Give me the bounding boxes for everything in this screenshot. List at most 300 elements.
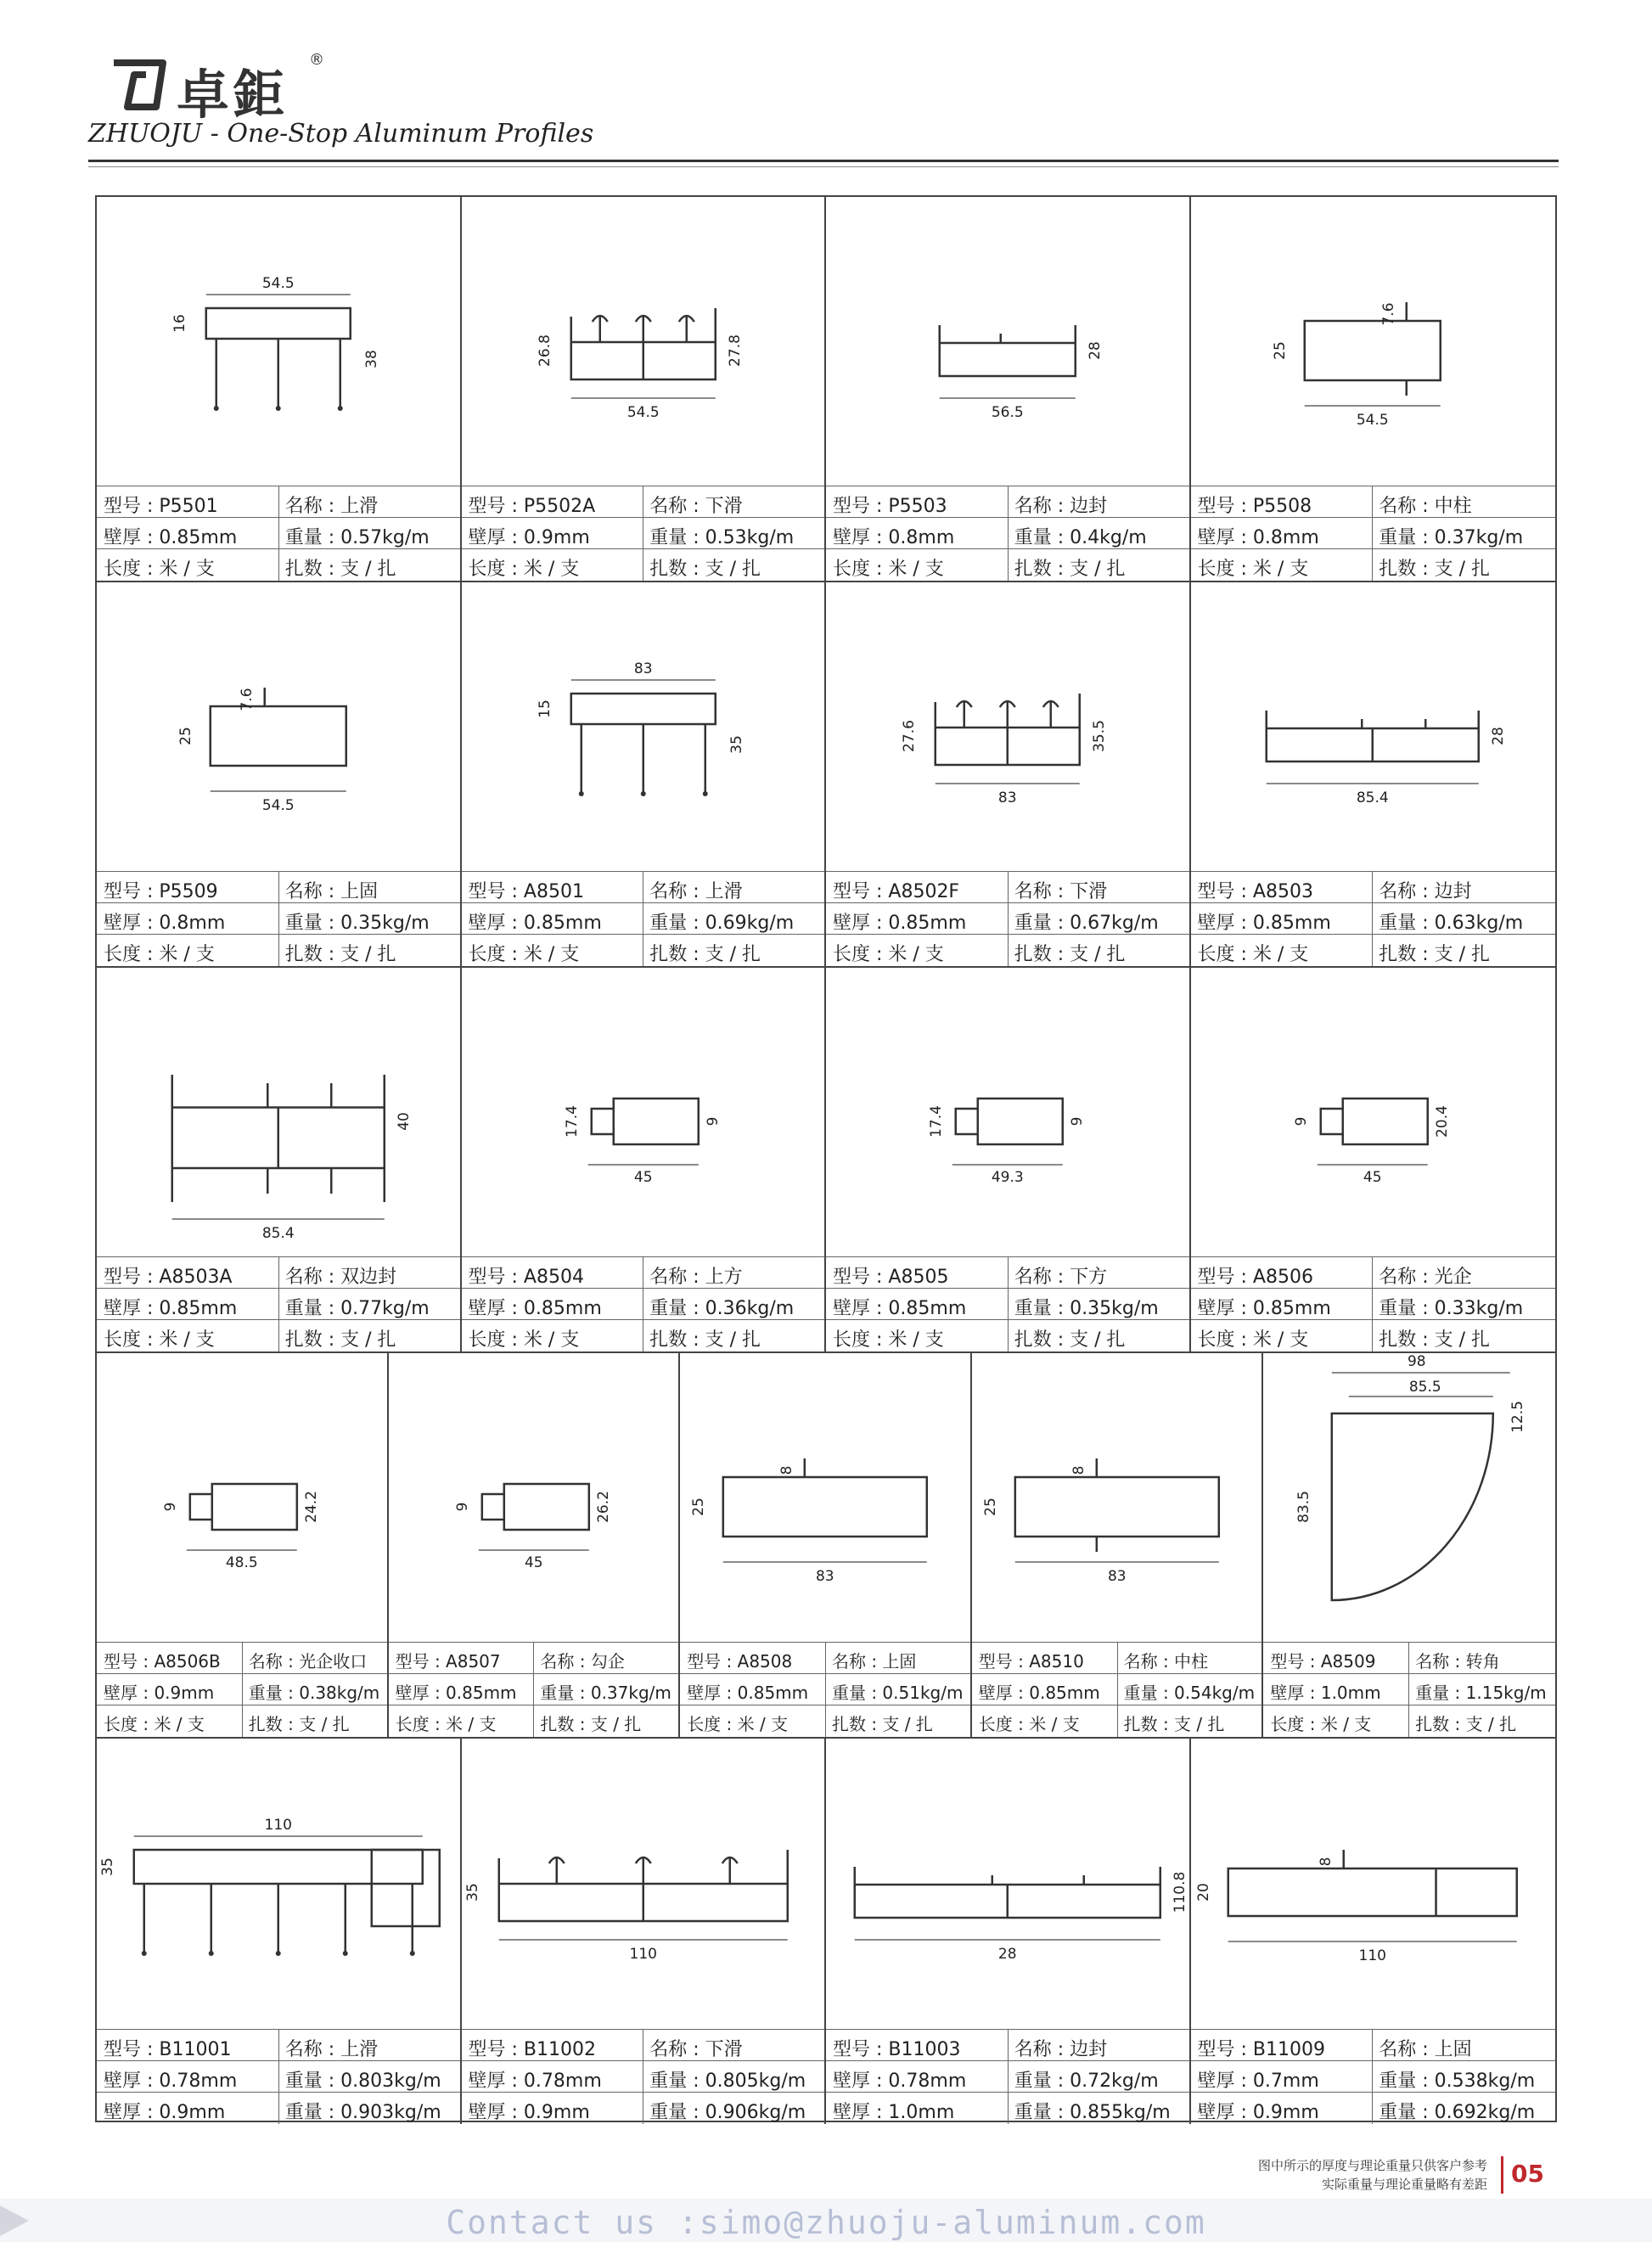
spec-weight: 重量 : 0.37kg/m [1379, 527, 1524, 548]
spec-wall: 壁厚 : 0.7mm [1197, 2071, 1319, 2092]
spec-name: 名称 : 上滑 [284, 2039, 379, 2060]
profile-drawing [1263, 1353, 1554, 1644]
dimension-label: 48.5 [225, 1554, 258, 1571]
profile-spec-table [972, 1642, 1262, 1737]
spec-row3-right: 扎数 : 支 / 扎 [831, 1714, 933, 1734]
spec-weight: 重量 : 0.4kg/m [1014, 527, 1147, 548]
spec-wall: 壁厚 : 0.85mm [833, 913, 967, 934]
spec-wall: 壁厚 : 0.85mm [1197, 913, 1331, 934]
spec-row [97, 1288, 460, 1320]
dimension-label: 110 [1358, 1947, 1386, 1964]
profile-outline [940, 343, 1076, 376]
page-header [0, 0, 1652, 170]
profile-spec-table [1263, 1642, 1555, 1737]
spec-divider [1408, 1674, 1409, 1705]
spec-row3-left: 长度 : 米 / 支 [978, 1714, 1080, 1734]
dimension-label: 25 [981, 1497, 999, 1516]
spec-weight: 重量 : 0.77kg/m [284, 1298, 430, 1319]
profile-drawing [826, 197, 1189, 487]
spec-row [462, 934, 825, 966]
profile-hook [190, 1494, 212, 1520]
dimension-label: 16 [171, 314, 188, 333]
profile-card [462, 968, 827, 1353]
brand-tagline: ZHUOJU - One-Stop Aluminum Profiles [88, 119, 594, 149]
profile-leg-end [578, 791, 583, 796]
spec-name: 名称 : 上滑 [649, 881, 743, 902]
spec-row3-left: 长度 : 米 / 支 [104, 559, 215, 580]
spec-weight: 重量 : 0.38kg/m [248, 1683, 380, 1703]
dimension-label: 20.4 [1433, 1105, 1451, 1138]
profile-drawing [1191, 1739, 1554, 2029]
spec-name: 名称 : 转角 [1415, 1651, 1500, 1672]
profile-drawing [680, 1353, 970, 1644]
spec-row3-right: 扎数 : 支 / 扎 [649, 1329, 761, 1351]
profile-cross-section [826, 197, 1189, 487]
profile-outline [723, 1477, 927, 1537]
spec-divider [278, 935, 279, 966]
spec-divider [1372, 935, 1373, 966]
dimension-label: 15 [536, 700, 553, 718]
spec-row [97, 486, 460, 518]
spec-divider [242, 1643, 243, 1674]
profile-drawing [97, 197, 460, 487]
profile-cross-section [1263, 1353, 1554, 1644]
spec-name: 名称 : 上固 [284, 881, 379, 902]
profile-card [972, 1353, 1264, 1739]
dimension-label: 83 [997, 789, 1017, 806]
profile-outline [1332, 1413, 1493, 1600]
profile-spec-table [97, 486, 460, 581]
profile-outline [372, 1850, 440, 1926]
spec-model: 型号 : A8508 [687, 1651, 793, 1672]
page-number: 05 [1511, 2160, 1544, 2188]
spec-row [826, 2092, 1189, 2124]
spec-model: 型号 : A8503A [104, 1267, 233, 1288]
spec-wall: 壁厚 : 0.85mm [978, 1683, 1100, 1703]
spec-divider [1008, 935, 1009, 966]
spec-divider [278, 2030, 279, 2061]
spec-divider [1008, 872, 1009, 903]
profile-outline [1015, 1477, 1219, 1537]
profile-outline [503, 1484, 588, 1530]
profile-card [826, 582, 1191, 968]
dimension-label: 25 [1271, 341, 1289, 360]
dimension-label: 25 [689, 1497, 707, 1516]
spec-name: 名称 : 下滑 [1014, 881, 1108, 902]
dimension-label: 9 [1292, 1116, 1310, 1127]
profile-cross-section [389, 1353, 679, 1644]
dimension-label: 26.8 [536, 334, 553, 367]
profile-leg-end [640, 791, 645, 796]
spec-row3-left: 长度 : 米 / 支 [687, 1714, 789, 1734]
profile-cross-section [97, 968, 460, 1258]
spec-row3-right: 扎数 : 支 / 扎 [284, 944, 396, 965]
spec-row3-right: 重量 : 0.855kg/m [1014, 2102, 1171, 2123]
spec-divider [1117, 1674, 1118, 1705]
spec-row [1191, 902, 1556, 935]
spec-row3-left: 壁厚 : 0.9mm [1197, 2102, 1319, 2123]
profile-spec-table [462, 1256, 825, 1351]
spec-wall: 壁厚 : 0.85mm [833, 1298, 967, 1319]
spec-row [826, 2060, 1189, 2093]
dimension-label: 17.4 [563, 1105, 581, 1138]
dimension-label: 110 [629, 1946, 657, 1963]
profile-card [680, 1353, 972, 1739]
spec-wall: 壁厚 : 0.8mm [104, 913, 226, 934]
spec-row3-right: 扎数 : 支 / 扎 [1379, 1329, 1491, 1351]
dimension-label: 83 [816, 1567, 834, 1585]
spec-wall: 壁厚 : 0.85mm [468, 1298, 602, 1319]
profile-drawing [462, 968, 825, 1258]
spec-divider [1117, 1643, 1118, 1674]
spec-row [826, 1288, 1189, 1320]
spec-divider [1372, 1289, 1373, 1320]
spec-divider [1008, 903, 1009, 935]
profile-leg-end [276, 406, 281, 411]
spec-weight: 重量 : 0.54kg/m [1123, 1683, 1256, 1703]
profile-cross-section [680, 1353, 970, 1644]
spec-divider [1008, 1289, 1009, 1320]
dimension-label: 17.4 [927, 1105, 945, 1138]
footer-disclaimer-line: 实际重量与理论重量略有差距 [1321, 2177, 1487, 2192]
dimension-label: 49.3 [991, 1169, 1024, 1186]
brand-name: 卓鉅 [177, 64, 289, 126]
spec-name: 名称 : 中柱 [1379, 496, 1472, 517]
spec-row3-left: 长度 : 米 / 支 [468, 944, 580, 965]
profile-drawing [97, 582, 460, 873]
profile-outline [206, 308, 351, 339]
spec-model: 型号 : A8507 [395, 1651, 501, 1672]
profile-drawing [462, 197, 825, 487]
profile-outline [1342, 1099, 1427, 1144]
profile-drawing [826, 1739, 1189, 2029]
spec-model: 型号 : B11001 [104, 2039, 232, 2060]
spec-weight: 重量 : 0.36kg/m [649, 1298, 795, 1319]
profile-hook [591, 1109, 613, 1134]
spec-row [97, 1256, 460, 1289]
dimension-label: 35 [98, 1857, 116, 1876]
profile-card [826, 1739, 1191, 2124]
spec-row [462, 2092, 825, 2124]
brand-logo-icon [109, 56, 168, 112]
spec-divider [1372, 2093, 1373, 2124]
spec-row [680, 1642, 970, 1674]
spec-row3-right: 扎数 : 支 / 扎 [1014, 559, 1126, 580]
profile-leg-end [142, 1951, 147, 1956]
spec-row [462, 2060, 825, 2093]
spec-row [1191, 2092, 1556, 2124]
profile-hook [481, 1494, 503, 1520]
spec-row [97, 2029, 460, 2061]
spec-row [680, 1673, 970, 1705]
spec-row [1191, 486, 1556, 518]
spec-divider [533, 1674, 534, 1705]
profile-spec-table [97, 1256, 460, 1351]
spec-weight: 重量 : 0.538kg/m [1379, 2071, 1536, 2092]
profile-drawing [1191, 197, 1554, 487]
profile-cross-section [97, 1353, 387, 1644]
spec-divider [1008, 518, 1009, 549]
dimension-label: 9 [704, 1116, 722, 1127]
spec-divider [1008, 2061, 1009, 2093]
spec-row [462, 548, 825, 581]
dimension-label: 27.8 [726, 334, 744, 367]
profile-cross-section [462, 968, 825, 1258]
dimension-label: 28 [997, 1946, 1017, 1963]
spec-row [826, 934, 1189, 966]
spec-row [826, 871, 1189, 903]
profile-outline [613, 1099, 698, 1144]
spec-row3-right: 扎数 : 支 / 扎 [1379, 944, 1491, 965]
spec-divider [1008, 2030, 1009, 2061]
spec-weight: 重量 : 0.63kg/m [1379, 913, 1524, 934]
spec-wall: 壁厚 : 0.8mm [833, 527, 955, 548]
dimension-label: 85.5 [1409, 1379, 1442, 1396]
spec-name: 名称 : 边封 [1014, 2039, 1108, 2060]
spec-row [97, 1319, 460, 1351]
profile-spec-table [462, 486, 825, 581]
profile-leg-end [214, 406, 219, 411]
spec-row [389, 1705, 679, 1737]
profile-spec-table [462, 2029, 825, 2124]
dimension-label: 8 [1317, 1857, 1335, 1867]
profile-outline [570, 694, 715, 724]
spec-row [462, 1288, 825, 1320]
spec-wall: 壁厚 : 0.78mm [104, 2071, 238, 2092]
spec-model: 型号 : A8510 [978, 1651, 1084, 1672]
spec-name: 名称 : 边封 [1379, 881, 1472, 902]
dimension-label: 26.2 [594, 1491, 612, 1523]
dimension-label: 35 [728, 735, 745, 754]
spec-model: 型号 : B11003 [833, 2039, 961, 2060]
registered-mark: ® [309, 51, 324, 69]
spec-divider [1372, 549, 1373, 581]
spec-divider [1372, 903, 1373, 935]
spec-row [1191, 2060, 1556, 2093]
spec-row [826, 548, 1189, 581]
spec-wall: 壁厚 : 0.78mm [833, 2071, 967, 2092]
profile-catalog-grid [95, 195, 1557, 2122]
dimension-label: 110 [264, 1817, 292, 1834]
profile-card [826, 197, 1191, 582]
profile-spec-table [1191, 486, 1556, 581]
dimension-label: 85.4 [261, 1225, 295, 1242]
spec-row [97, 2092, 460, 2124]
spec-row3-left: 长度 : 米 / 支 [1197, 1329, 1309, 1351]
spec-row [97, 934, 460, 966]
dimension-label: 9 [453, 1502, 471, 1512]
profile-drawing [97, 968, 460, 1258]
dimension-label: 54.5 [261, 797, 295, 814]
spec-row3-left: 长度 : 米 / 支 [104, 944, 215, 965]
profile-card [1191, 197, 1556, 582]
profile-leg-end [410, 1951, 415, 1956]
spec-model: 型号 : A8503 [1197, 881, 1313, 902]
spec-row3-left: 长度 : 米 / 支 [1197, 559, 1309, 580]
spec-name: 名称 : 中柱 [1123, 1651, 1209, 1672]
spec-weight: 重量 : 0.803kg/m [284, 2071, 441, 2092]
dimension-label: 27.6 [900, 720, 918, 752]
profile-drawing [972, 1353, 1262, 1644]
spec-wall: 壁厚 : 0.85mm [395, 1683, 517, 1703]
spec-row3-right: 扎数 : 支 / 扎 [649, 559, 761, 580]
profile-drawing [826, 968, 1189, 1258]
spec-row [826, 1256, 1189, 1289]
spec-name: 名称 : 光企 [1379, 1267, 1472, 1288]
spec-row3-right: 重量 : 0.906kg/m [649, 2102, 806, 2123]
spec-divider [1372, 1320, 1373, 1351]
spec-row [97, 1673, 387, 1705]
spec-row3-left: 壁厚 : 0.9mm [104, 2102, 226, 2123]
spec-row [826, 486, 1189, 518]
profile-leg-end [338, 406, 343, 411]
spec-row3-right: 扎数 : 支 / 扎 [1014, 1329, 1126, 1351]
spec-divider [1008, 1320, 1009, 1351]
profile-spec-table [826, 871, 1189, 966]
header-rule-thin [88, 166, 1559, 167]
spec-model: 型号 : P5508 [1197, 496, 1312, 517]
spec-row [1191, 934, 1556, 966]
dimension-label: 8 [1070, 1465, 1087, 1475]
dimension-label: 54.5 [261, 275, 295, 292]
spec-row [462, 2029, 825, 2061]
spec-divider [278, 1257, 279, 1289]
profile-spec-table [97, 871, 460, 966]
profile-card [97, 968, 462, 1353]
spec-divider [1372, 518, 1373, 549]
spec-name: 名称 : 勾企 [540, 1651, 625, 1672]
profile-spec-table [1191, 2029, 1556, 2124]
spec-weight: 重量 : 0.37kg/m [540, 1683, 671, 1703]
spec-weight: 重量 : 0.35kg/m [1014, 1298, 1159, 1319]
dimension-label: 7.6 [1379, 302, 1397, 326]
spec-divider [825, 1705, 826, 1737]
spec-divider [1008, 549, 1009, 581]
profile-drawing [462, 582, 825, 873]
profile-card [97, 1739, 462, 2124]
profile-card [97, 197, 462, 582]
header-rule [88, 160, 1559, 162]
profile-leg-end [343, 1951, 348, 1956]
dimension-label: 20 [1194, 1883, 1212, 1902]
dimension-label: 83 [1107, 1567, 1127, 1585]
spec-wall: 壁厚 : 0.85mm [104, 1298, 238, 1319]
spec-row [1191, 548, 1556, 581]
spec-row [1191, 1256, 1556, 1289]
spec-weight: 重量 : 0.51kg/m [831, 1683, 964, 1703]
spec-row [97, 2060, 460, 2093]
profile-spec-table [826, 486, 1189, 581]
spec-row3-right: 扎数 : 支 / 扎 [1379, 559, 1491, 580]
dimension-label: 35 [464, 1883, 481, 1902]
dimension-label: 40 [395, 1112, 413, 1131]
dimension-label: 12.5 [1509, 1401, 1527, 1433]
spec-model: 型号 : A8502F [833, 881, 960, 902]
dimension-label: 45 [633, 1169, 653, 1186]
dimension-label: 54.5 [627, 404, 660, 421]
profile-outline [212, 1484, 297, 1530]
spec-model: 型号 : A8504 [468, 1267, 584, 1288]
dimension-label: 45 [524, 1554, 543, 1571]
spec-model: 型号 : B11009 [1197, 2039, 1325, 2060]
spec-weight: 重量 : 0.69kg/m [649, 913, 795, 934]
spec-model: 型号 : A8501 [468, 881, 584, 902]
spec-divider [1372, 486, 1373, 518]
spec-divider [1372, 2030, 1373, 2061]
spec-weight: 重量 : 1.15kg/m [1415, 1683, 1547, 1703]
spec-row [1191, 517, 1556, 549]
spec-row [97, 1642, 387, 1674]
profile-spec-table [97, 2029, 460, 2124]
profile-card [462, 582, 827, 968]
profile-card [389, 1353, 681, 1739]
dimension-label: 54.5 [1356, 412, 1389, 429]
page-number-divider [1501, 2156, 1503, 2194]
spec-divider [1008, 1257, 1009, 1289]
dimension-label: 25 [177, 727, 194, 745]
profile-cross-section [97, 582, 460, 873]
spec-row3-right: 扎数 : 支 / 扎 [1014, 944, 1126, 965]
spec-row [972, 1642, 1262, 1674]
dimension-label: 56.5 [991, 404, 1024, 421]
profile-cross-section [462, 197, 825, 487]
spec-weight: 重量 : 0.805kg/m [649, 2071, 806, 2092]
profile-leg-end [276, 1951, 281, 1956]
spec-row [97, 871, 460, 903]
profile-drawing [1191, 582, 1554, 873]
spec-row [97, 517, 460, 549]
dimension-label: 110.8 [1171, 1871, 1188, 1913]
spec-divider [533, 1705, 534, 1737]
profile-cross-section [1191, 197, 1554, 487]
spec-row3-right: 扎数 : 支 / 扎 [284, 1329, 396, 1351]
profile-spec-table [826, 2029, 1189, 2124]
spec-model: 型号 : B11002 [468, 2039, 596, 2060]
spec-row3-left: 长度 : 米 / 支 [833, 559, 944, 580]
spec-name: 名称 : 边封 [1014, 496, 1108, 517]
profile-cross-section [826, 1739, 1189, 2029]
spec-divider [1372, 872, 1373, 903]
profile-card [97, 582, 462, 968]
spec-row3-right: 扎数 : 支 / 扎 [540, 1714, 642, 1734]
dimension-label: 83 [633, 660, 653, 677]
profile-card [1191, 1739, 1556, 2124]
spec-weight: 重量 : 0.72kg/m [1014, 2071, 1159, 2092]
profile-cross-section [462, 582, 825, 873]
spec-weight: 重量 : 0.67kg/m [1014, 913, 1159, 934]
spec-wall: 壁厚 : 0.8mm [1197, 527, 1319, 548]
profile-card [1263, 1353, 1555, 1739]
profile-card [462, 1739, 827, 2124]
spec-weight: 重量 : 0.53kg/m [649, 527, 795, 548]
spec-row3-left: 长度 : 米 / 支 [104, 1714, 205, 1734]
spec-row [462, 1319, 825, 1351]
spec-divider [1008, 486, 1009, 518]
spec-wall: 壁厚 : 0.85mm [1197, 1298, 1331, 1319]
spec-model: 型号 : A8505 [833, 1267, 949, 1288]
dimension-label: 7.6 [238, 688, 256, 711]
spec-name: 名称 : 双边封 [284, 1267, 397, 1288]
footer-disclaimer [1258, 2156, 1487, 2194]
spec-row3-right: 扎数 : 支 / 扎 [1415, 1714, 1517, 1734]
spec-name: 名称 : 下方 [1014, 1267, 1108, 1288]
spec-wall: 壁厚 : 0.9mm [104, 1683, 215, 1703]
spec-row [1263, 1673, 1555, 1705]
spec-wall: 壁厚 : 0.9mm [468, 527, 590, 548]
profile-spec-table [462, 871, 825, 966]
spec-divider [278, 518, 279, 549]
spec-model: 型号 : A8506B [104, 1651, 221, 1672]
